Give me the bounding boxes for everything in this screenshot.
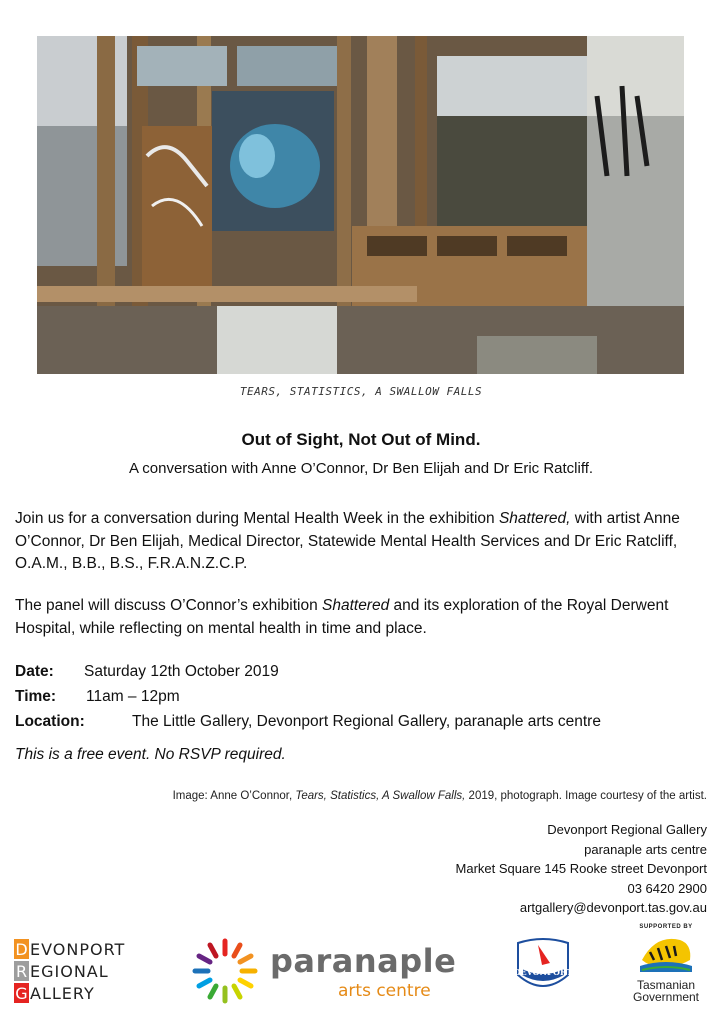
panel-paragraph bbox=[15, 595, 707, 640]
panel-text-before: The panel will discuss O’Connor’s exhibition bbox=[15, 597, 322, 614]
tasmanian-text: Tasmanian bbox=[636, 978, 696, 992]
date-value: Saturday 12th October 2019 bbox=[84, 663, 279, 680]
paranaple-wordmark: paranaple bbox=[270, 942, 457, 980]
supported-by-label: SUPPORTED BY bbox=[639, 924, 693, 930]
credit-after: 2019, photograph. Image courtesy of the artist. bbox=[468, 790, 707, 802]
address-centre: paranaple arts centre bbox=[584, 841, 707, 857]
paranaple-logo bbox=[190, 938, 470, 1004]
sunburst-icon bbox=[190, 936, 260, 1006]
free-event-note: This is a free event. No RSVP required. bbox=[15, 746, 286, 763]
date-label: Date: bbox=[15, 663, 54, 680]
panel-text-after: and its exploration of the Royal Derwent Hospital, while reflecting on mental health in time and place. bbox=[15, 597, 669, 637]
intro-text-after: with artist Anne O’Connor, Dr Ben Elijah, Medical Director, Statewide Mental Health Services and Dr Eric Ratcliff, O.A.M., B.B., B.S., F.R.A.N.Z.C.P. bbox=[15, 510, 680, 572]
time-row bbox=[15, 688, 180, 706]
address-gallery: Devonport Regional Gallery bbox=[547, 822, 707, 837]
logo-row-regional bbox=[14, 960, 144, 982]
photo-image bbox=[37, 36, 684, 374]
exhibition-photo bbox=[37, 36, 684, 374]
intro-text-before: Join us for a conversation during Mental Health Week in the exhibition bbox=[15, 510, 499, 527]
location-value: The Little Gallery, Devonport Regional Gallery, paranaple arts centre bbox=[132, 713, 601, 730]
address-email[interactable]: artgallery@devonport.tas.gov.au bbox=[519, 900, 707, 915]
location-row bbox=[15, 713, 601, 731]
panel-exhibition-name: Shattered bbox=[322, 597, 390, 614]
image-credit bbox=[173, 790, 707, 802]
credit-before: Image: Anne O’Connor, bbox=[172, 790, 296, 802]
event-subtitle: A conversation with Anne O’Connor, Dr Ben Elijah and Dr Eric Ratcliff. bbox=[128, 460, 594, 477]
tasmanian-government-logo bbox=[620, 924, 712, 1014]
devonport-crest-text: DEVONPORT bbox=[513, 967, 573, 977]
photo-caption: TEARS, STATISTICS, A SWALLOW FALLS bbox=[239, 385, 483, 398]
address-phone[interactable]: 03 6420 2900 bbox=[627, 880, 707, 896]
logo-text-devonport: EVONPORT bbox=[30, 939, 126, 959]
date-row bbox=[15, 663, 279, 681]
logo-text-regional: EGIONAL bbox=[30, 961, 109, 981]
devonport-city-logo bbox=[510, 935, 576, 1001]
devonport-crest-icon bbox=[510, 935, 576, 1001]
location-label: Location: bbox=[15, 713, 85, 730]
paranaple-subtitle: arts centre bbox=[338, 981, 431, 1001]
government-text: Government bbox=[632, 990, 700, 1004]
time-label: Time: bbox=[15, 688, 57, 705]
event-title: Out of Sight, Not Out of Mind. bbox=[241, 430, 481, 449]
tasmanian-tiger-icon bbox=[636, 930, 696, 974]
logo-initial-d: D bbox=[15, 939, 28, 959]
contact-address bbox=[456, 820, 707, 918]
intro-paragraph bbox=[15, 508, 707, 576]
logo-row-devonport bbox=[14, 938, 144, 960]
credit-artwork-title: Tears, Statistics, A Swallow Falls, bbox=[295, 790, 469, 802]
logo-initial-g: G bbox=[15, 983, 28, 1003]
logo-row-gallery bbox=[14, 982, 144, 1004]
logo-initial-r: R bbox=[15, 961, 28, 981]
devonport-gallery-logo bbox=[14, 938, 144, 1004]
logo-text-gallery: ALLERY bbox=[30, 983, 95, 1003]
address-street: Market Square 145 Rooke street Devonport bbox=[455, 861, 707, 876]
time-value: 11am – 12pm bbox=[86, 688, 180, 705]
intro-exhibition-name: Shattered, bbox=[498, 510, 571, 527]
